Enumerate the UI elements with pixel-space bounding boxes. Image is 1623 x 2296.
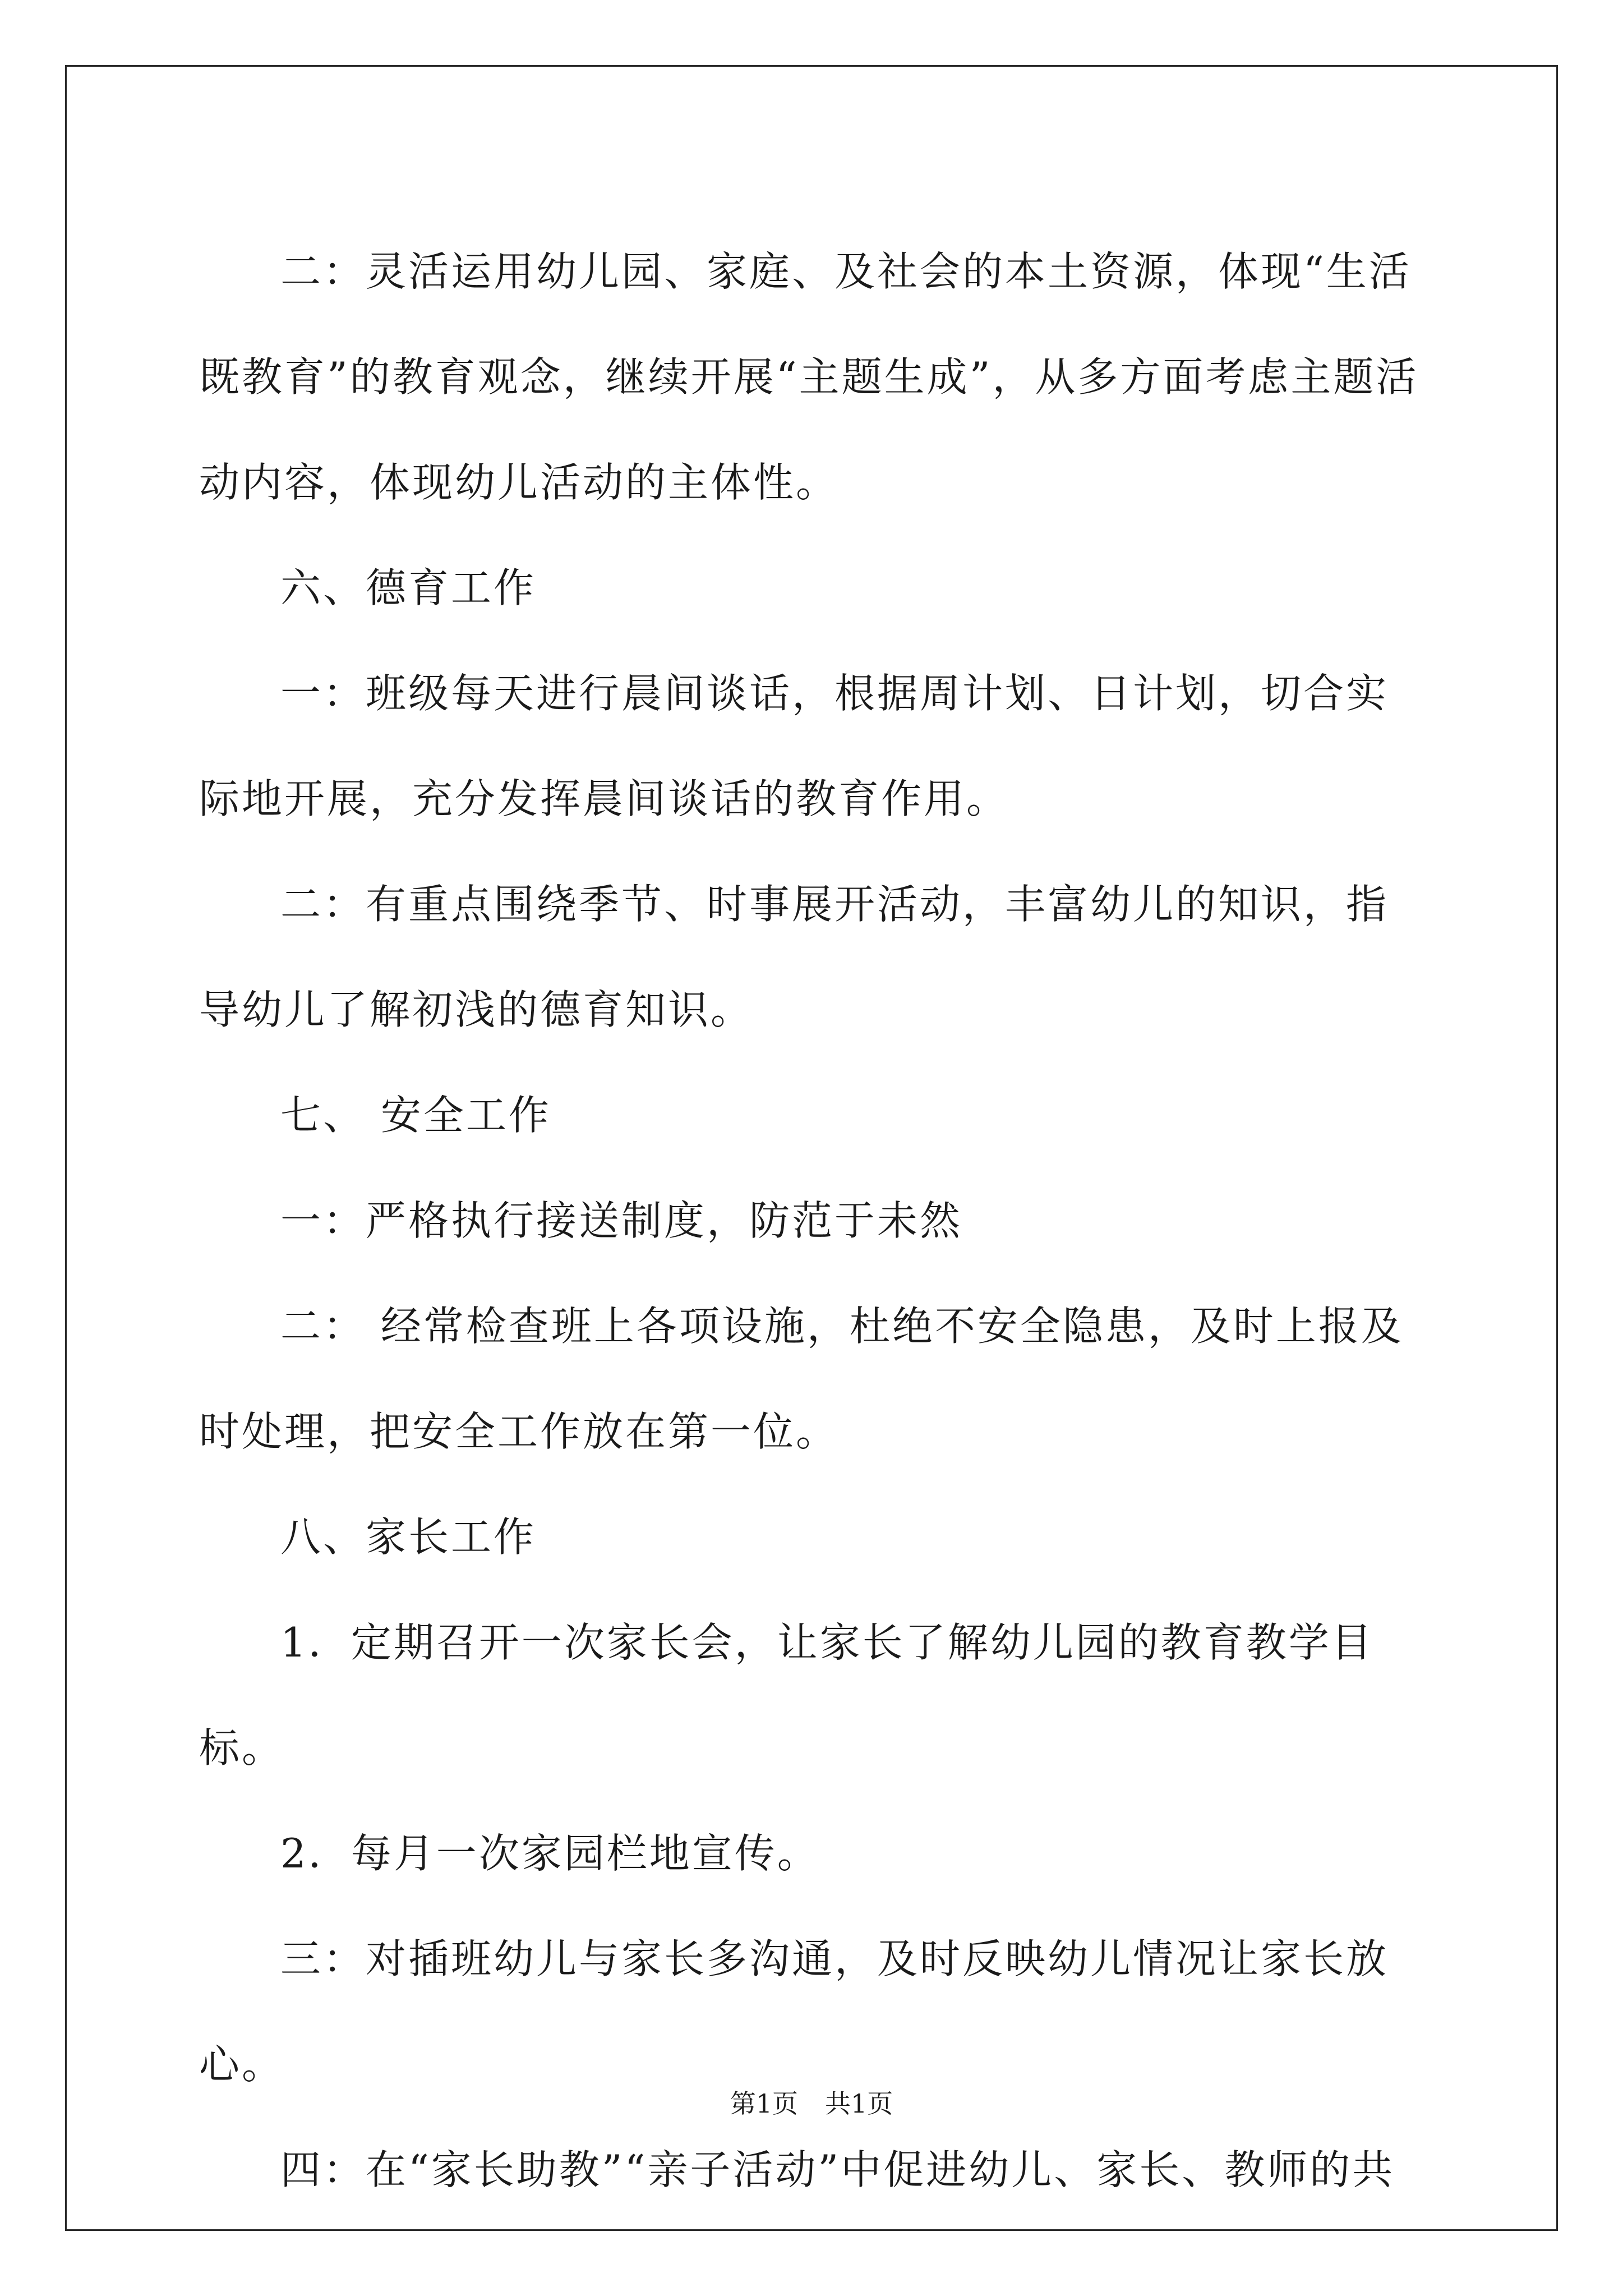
document-body	[199, 219, 1427, 2223]
paragraph: 三：对插班幼儿与家长多沟通，及时反映幼儿情况让家长放心。	[199, 1935, 1389, 2088]
page-count: 共1页	[825, 2088, 893, 2119]
section-heading: 六、德育工作	[280, 564, 537, 611]
section-heading: 七、 安全工作	[280, 1092, 551, 1139]
paragraph: 二：有重点围绕季节、时事展开活动，丰富幼儿的知识，指导幼儿了解初浅的德育知识。	[199, 881, 1389, 1033]
paragraph: 二： 经常检查班上各项设施，杜绝不安全隐患，及时上报及时处理，把安全工作放在第一位。	[199, 1303, 1404, 1455]
paragraph: 1．定期召开一次家长会，让家长了解幼儿园的教育教学目标。	[199, 1619, 1374, 1772]
paragraph: 一：严格执行接送制度，防范于未然	[280, 1197, 963, 1244]
section-heading: 八、家长工作	[280, 1513, 537, 1561]
paragraph: 一：班级每天进行晨间谈话，根据周计划、日计划，切合实际地开展，充分发挥晨间谈话的教育作用。	[199, 670, 1389, 822]
paragraph: 2．每月一次家园栏地宣传。	[280, 1830, 820, 1877]
paragraph: 四：在“家长助教”“亲子活动”中促进幼儿、家长、教师的共	[280, 2146, 1395, 2193]
page-footer	[0, 2087, 1623, 2120]
page-number: 第1页	[730, 2088, 798, 2119]
paragraph: 二：灵活运用幼儿园、家庭、及社会的本土资源，体现“生活既教育”的教育观念，继续开展“主题生成”，从多方面考虑主题活动内容，体现幼儿活动的主体性。	[199, 248, 1419, 506]
